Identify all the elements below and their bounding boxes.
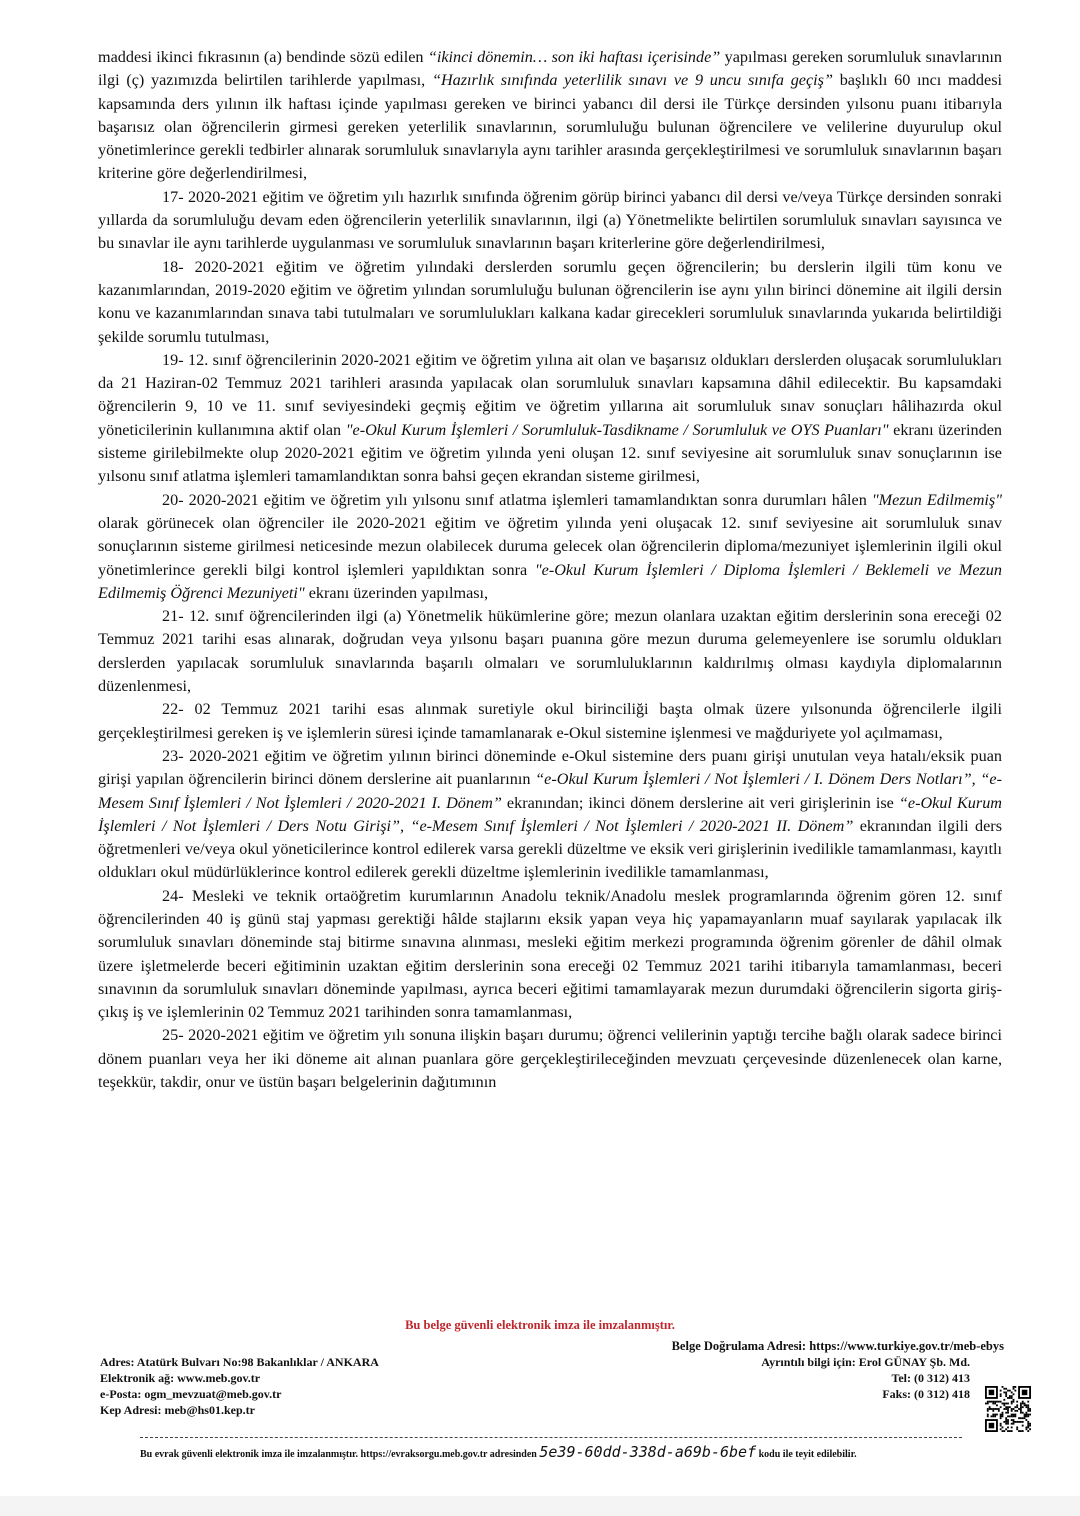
italic-reference: "e-Okul Kurum İşlemleri / Diploma İşlemleri / Beklemeli ve Mezun Edilmemiş Öğrenci Mezuniyeti"	[98, 560, 1002, 602]
website-line: Elektronik ağ: www.meb.gov.tr	[100, 1371, 261, 1385]
paragraph	[98, 349, 1002, 489]
text-run: ekranı üzerinden yapılması,	[304, 583, 489, 602]
paragraph	[98, 256, 1002, 349]
text-run: 17- 2020-2021 eğitim ve öğretim yılı hazırlık sınıfında öğrenim görüp birinci yabancı dil dersi ve/veya Türkçe dersinden sonraki yıllarda da sorumluluğu devam eden öğrencilerin yeterlilik sınavlarının, ilgi (a) Yönetmelikte belirtilen sorumluluk sınavları sayısınca ve bu sınavlar ile aynı tarihlerde uygulanması ve sorumluluk sınavlarının başarı kriterlerine göre değerlendirilmesi,	[98, 187, 1002, 253]
paragraph	[98, 46, 1002, 186]
italic-reference: “Hazırlık sınıfında yeterlilik sınavı ve 9 uncu sınıfa geçiş”	[431, 71, 833, 90]
italic-reference: “e-Okul Kurum İşlemleri / Not İşlemleri / I. Dönem Ders Notları”, “e-Mesem Sınıf İşlemleri / Not İşlemleri / 2020-2021 I. Dönem”	[98, 770, 1002, 812]
contact-address-block	[100, 1354, 379, 1418]
italic-reference: "e-Okul Kurum İşlemleri / Sorumluluk-Tasdikname / Sorumluluk ve OYS Puanları"	[345, 420, 889, 439]
text-run: ekranından; ikinci dönem derslerine ait veri girişlerinin ise	[501, 793, 899, 812]
text-run: 22- 02 Temmuz 2021 tarihi esas alınmak suretiyle okul birinciliği başta olmak üzere yılsonunda öğrencilerle ilgili gerçekleştirilmesi gereken iş ve işlemlerin süresi içinde tamamlanarak e-Okul sistemine işlenmesi ve mağduriyete yol açılmaması,	[98, 700, 1002, 742]
text-run: 18- 2020-2021 eğitim ve öğretim yılındaki derslerden sorumlu geçen öğrencilerin; bu derslerin ilgili tüm konu ve kazanımlarından, 2019-2020 eğitim ve öğretim yılından sorumluluğu bulunan öğrencilerin ise aynı yılın birinci dönemine ait ilgili dersin konu ve kazanımlarından sınava tabi tutulmaları ve sorumlulukları kalkana kadar girecekleri sorumluluk sınavlarında yukarıda belirtildiği şekilde sorumlu tutulması,	[98, 257, 1002, 346]
paragraph	[98, 885, 1002, 1025]
address-line: Adres: Atatürk Bulvarı No:98 Bakanlıklar / ANKARA	[100, 1355, 379, 1369]
email-line: e-Posta: ogm_mevzuat@meb.gov.tr	[100, 1387, 282, 1401]
italic-reference: "Mezun Edilmemiş"	[871, 490, 1002, 509]
fax-line: Faks: (0 312) 418	[882, 1387, 970, 1401]
paragraph	[98, 186, 1002, 256]
verification-code: 5e39-60dd-338d-a69b-6bef	[539, 1443, 757, 1461]
text-run: ekranından ilgili ders öğretmenleri ve/veya okul yöneticilerince kontrol edilerek varsa gerekli düzeltme ve eksik veri girişlerinin ivedilikle tamamlanması, kayıtlı oldukları okul müdürlüklerince kontrol edilerek gerekli düzeltme işlemlerinin ivedilikle tamamlanması,	[98, 816, 1003, 882]
text-run: ekranı üzerinden sisteme girilebilmekte olup 2020-2021 eğitim ve öğretim yılında yeni oluşan 12. sınıf seviyesine ait sorumluluk sınav sonuçlarının ise yılsonu sınıf atlatma işlemleri tamamlandıktan sonra bahsi geçen ekrandan sisteme girilmesi,	[98, 420, 1003, 486]
text-run: yapılması gereken sorumluluk sınavlarının ilgi (ç) yazımızda belirtilen tarihlerde yapılması,	[98, 48, 1002, 90]
text-run: 19- 12. sınıf öğrencilerinin 2020-2021 eğitim ve öğretim yılına ait olan ve başarısız oldukları derslerden oluşacak sorumlulukları da 21 Haziran-02 Temmuz 2021 tarihleri arasında yapılacak olan sorumluluk sınavları kapsamına dâhil edilecektir. Bu kapsamdaki öğrencilerin 9, 10 ve 11. sınıf seviyesindeki geçmiş eğitim ve öğretim yıllarına ait sorumluluk sınav sonuçları hâlihazırda okul yöneticilerinin kullanımına aktif olan	[98, 350, 1002, 439]
footer-divider	[140, 1437, 962, 1438]
phone-line: Tel: (0 312) 413	[891, 1371, 970, 1385]
footer-suffix: kodu ile teyit edilebilir.	[756, 1449, 857, 1460]
italic-reference: “ikinci dönemin… son iki haftası içerisinde”	[427, 48, 721, 66]
text-run: başlıklı 60 ıncı maddesi kapsamında ders yılının ilk haftası içinde yapılması gereken ve birinci yabancı dil dersi ile Türkçe dersinden yılsonu puanı itibarıyla başarısız olan öğrencilerin girmesi gereken yeterlilik sınavlarının, sorumluluğu bulunan öğrencilere ve velilerine duyurulup okul yönetimlerince gerekli tedbirler alınarak sorumluluk sınavlarıyla aynı tarihler arasında gerçekleştirilmesi ve sorumluluk sınavlarının başarı kriterine göre değerlendirilmesi,	[98, 71, 1002, 183]
text-run: 24- Mesleki ve teknik ortaöğretim kurumlarının Anadolu teknik/Anadolu meslek programlarında öğrenim gören 12. sınıf öğrencilerinden 40 iş günü staj yapması gerektiği hâlde stajlarını eksik yapan veya hiç yapamayanların muaf sayılarak yapılacak ilk sorumluluk sınavları döneminde staj bitirme sınavına alınması, mesleki eğitim merkezi programında öğrenim görenler de dâhil olmak üzere işletmelerde beceri eğitiminin uzaktan eğitim derslerinin sona ereceği 02 Temmuz 2021 tarihi itibarıyla tamamlanması, beceri sınavının da sorumluluk sınavları döneminde yapılması, ayrıca beceri eğitimi tamamlayarak mezun durumdaki öğrencilerin sigorta giriş-çıkış iş ve işlemlerinin 02 Temmuz 2021 tarihinden sonra tamamlanması,	[98, 886, 1002, 1022]
text-run: 23- 2020-2021 eğitim ve öğretim yılının birinci döneminde e-Okul sistemine ders puanı girişi unutulan veya hatalı/eksik puan girişi yapılan öğrencilerin birinci dönem derslerine ait puanlarının	[98, 746, 1002, 789]
text-run: 20- 2020-2021 eğitim ve öğretim yılı yılsonu sınıf atlatma işlemleri tamamlandıktan sonra durumları hâlen	[162, 490, 872, 509]
kep-line: Kep Adresi: meb@hs01.kep.tr	[100, 1403, 255, 1417]
footer-verification	[140, 1443, 980, 1461]
text-run: olarak görünecek olan öğrenciler ile 2020-2021 eğitim ve öğretim yılında yeni oluşacak 12. sınıf seviyesine ait sorumluluk sınav sonuçlarının sisteme girilmesi neticesinde mezun olabilecek duruma gelecek olan öğrencilerin diploma/mezuniyet işlemlerinin ilgili okul yönetimlerince gerekli bilgi kontrol işlemleri yapıldıktan sonra	[98, 513, 1002, 579]
text-run: 21- 12. sınıf öğrencilerinden ilgi (a) Yönetmelik hükümlerine göre; mezun olanlara uzaktan eğitim derslerinin sona ereceği 02 Temmuz 2021 tarihi esas alınarak, doğrudan veya yılsonu başarı puanına göre mezun duruma gelemeyenlere ise sorumlu oldukları derslerden yapılacak sorumluluk sınavlarında başarılı olmaları ve sorumluluklarının kaldırılmış olması kaydıyla diplomalarının düzenlenmesi,	[98, 607, 1002, 696]
paragraph	[98, 489, 1002, 605]
footer-text: Bu evrak güvenli elektronik imza ile imzalanmıştır. https://evraksorgu.meb.gov.tr adresinden	[140, 1449, 540, 1460]
e-signature-notice: Bu belge güvenli elektronik imza ile imzalanmıştır.	[405, 1318, 675, 1332]
paragraph	[98, 745, 1002, 885]
italic-reference: “e-Okul Kurum İşlemleri / Not İşlemleri / Ders Notu Girişi”, “e-Mesem Sınıf İşlemleri / Not İşlemleri / 2020-2021 II. Dönem”	[98, 793, 1002, 835]
text-run: 25- 2020-2021 eğitim ve öğretim yılı sonuna ilişkin başarı durumu; öğrenci velilerinin yaptığı tercihe bağlı olarak sadece birinci dönem puanları veya her iki döneme ait alınan puanlara göre gerçekleştirileceğinden mevzuatı çerçevesinde düzenlenecek olan karne, teşekkür, takdir, onur ve üstün başarı belgelerinin dağıtımının	[98, 1026, 1002, 1092]
contact-person-line: Ayrıntılı bilgi için: Erol GÜNAY Şb. Md.	[761, 1355, 970, 1369]
qr-code-icon	[985, 1386, 1031, 1432]
text-run: maddesi ikinci fıkrasının (a) bendinde sözü edilen	[98, 48, 428, 66]
contact-info-block	[761, 1354, 970, 1402]
paragraph	[98, 698, 1002, 745]
document-body	[98, 46, 1002, 1094]
paragraph	[98, 605, 1002, 698]
paragraph	[98, 1024, 1002, 1094]
verification-address: Belge Doğrulama Adresi: https://www.turkiye.gov.tr/meb-ebys	[671, 1339, 1004, 1353]
